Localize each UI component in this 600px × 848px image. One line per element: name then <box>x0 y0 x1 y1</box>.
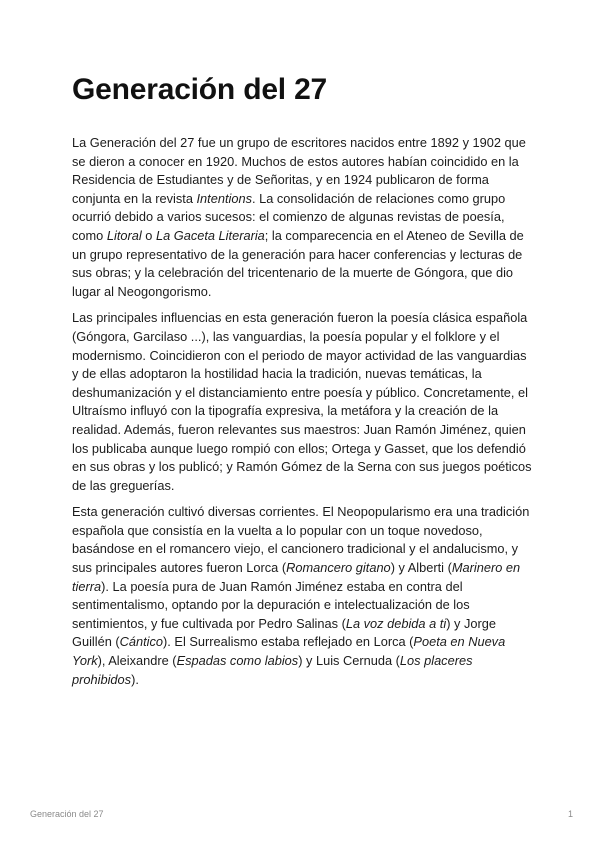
work-title-los-placeres-prohibidos: Los placeres prohibidos <box>72 653 473 687</box>
work-title-litoral: Litoral <box>106 227 142 243</box>
document-body <box>72 134 532 697</box>
paragraph-1-text-b: . La consolidación de relaciones como grupo ocurrió debido a varios sucesos: el comienzo de algunas revistas de poesía, como <box>72 190 506 243</box>
footer-document-title: Generación del 27 <box>30 809 104 819</box>
paragraph-3-text-a: Esta generación cultivó diversas corrientes. El Neopopularismo era una tradición española que consistía en la vuelta a lo popular con un toque novedoso, basándose en el romancero viejo, el cancionero tradicional y el andalucismo, y sus principales autores fueron Lorca ( <box>72 504 530 576</box>
work-title-la-voz-debida-a-ti: La voz debida a ti <box>345 615 447 631</box>
paragraph-3-text-g: ) y Luis Cernuda ( <box>298 653 400 669</box>
work-title-cantico: Cántico <box>119 634 164 650</box>
paragraph-3-text-h: ). <box>131 671 139 687</box>
paragraph-1-text-d: ; la comparecencia en el Ateneo de Sevilla de un grupo representativo de la generación para hacer conferencias y lecturas de sus obras; y la celebración del tricentenario de la muerte de Góngora, que dio lugar al Neogongorismo. <box>72 227 524 299</box>
paragraph-3-text-c: ). La poesía pura de Juan Ramón Jiménez estaba en contra del sentimentalismo, optando por la depuración e intelectualización de los sentimientos, y fue cultivada por Pedro Salinas ( <box>72 578 470 631</box>
paragraph-3-text-e: ). El Surrealismo estaba reflejado en Lorca ( <box>163 634 414 650</box>
paragraph-3-text-b: ) y Alberti ( <box>390 560 452 576</box>
page-title: Generación del 27 <box>72 73 328 106</box>
work-title-espadas-como-labios: Espadas como labios <box>176 653 299 669</box>
work-title-intentions: Intentions <box>196 190 252 206</box>
paragraph-2: Las principales influencias en esta generación fueron la poesía clásica española (Góngora, Garcilaso ...), las vanguardias, la poesía popular y el folklore y el modernismo. Coincidieron con el periodo de mayor actividad de las vanguardias y de ellas adoptaron la hostilidad hacia la tradición, nuevas temáticas, la deshumanización y el distanciamiento entre poesía y público. Concretamente, el Ultraísmo influyó con la tipografía expresiva, la metáfora y la creación de la realidad. Además, fueron relevantes sus maestros: Juan Ramón Jiménez, quien los publicaba aunque luego rompió con ellos; Ortega y Gasset, que los defendió en sus obras y los publicó; y Ramón Gómez de la Serna con sus juegos poéticos de las greguerías. <box>72 310 532 493</box>
paragraph-3-text-f: ), Aleixandre ( <box>97 653 177 669</box>
work-title-marinero-en-tierra: Marinero en tierra <box>72 560 521 594</box>
paragraph-1 <box>72 134 532 301</box>
paragraph-3 <box>72 503 532 689</box>
work-title-gaceta-literaria: La Gaceta Literaria <box>155 227 265 243</box>
paragraph-1-text-c: o <box>141 227 156 243</box>
paragraph-1-text-a: La Generación del 27 fue un grupo de escritores nacidos entre 1892 y 1902 que se dieron a conocer en 1920. Muchos de estos autores habían coincidido en la Residencia de Estudiantes y de Señoritas, y en 1924 publicaron de forma conjunta en la revista <box>72 135 526 206</box>
work-title-romancero-gitano: Romancero gitano <box>286 560 391 576</box>
footer-page-number: 1 <box>567 809 573 819</box>
paragraph-3-text-d: ) y Jorge Guillén ( <box>72 615 496 650</box>
work-title-poeta-en-nueva-york: Poeta en Nueva York <box>72 634 506 669</box>
